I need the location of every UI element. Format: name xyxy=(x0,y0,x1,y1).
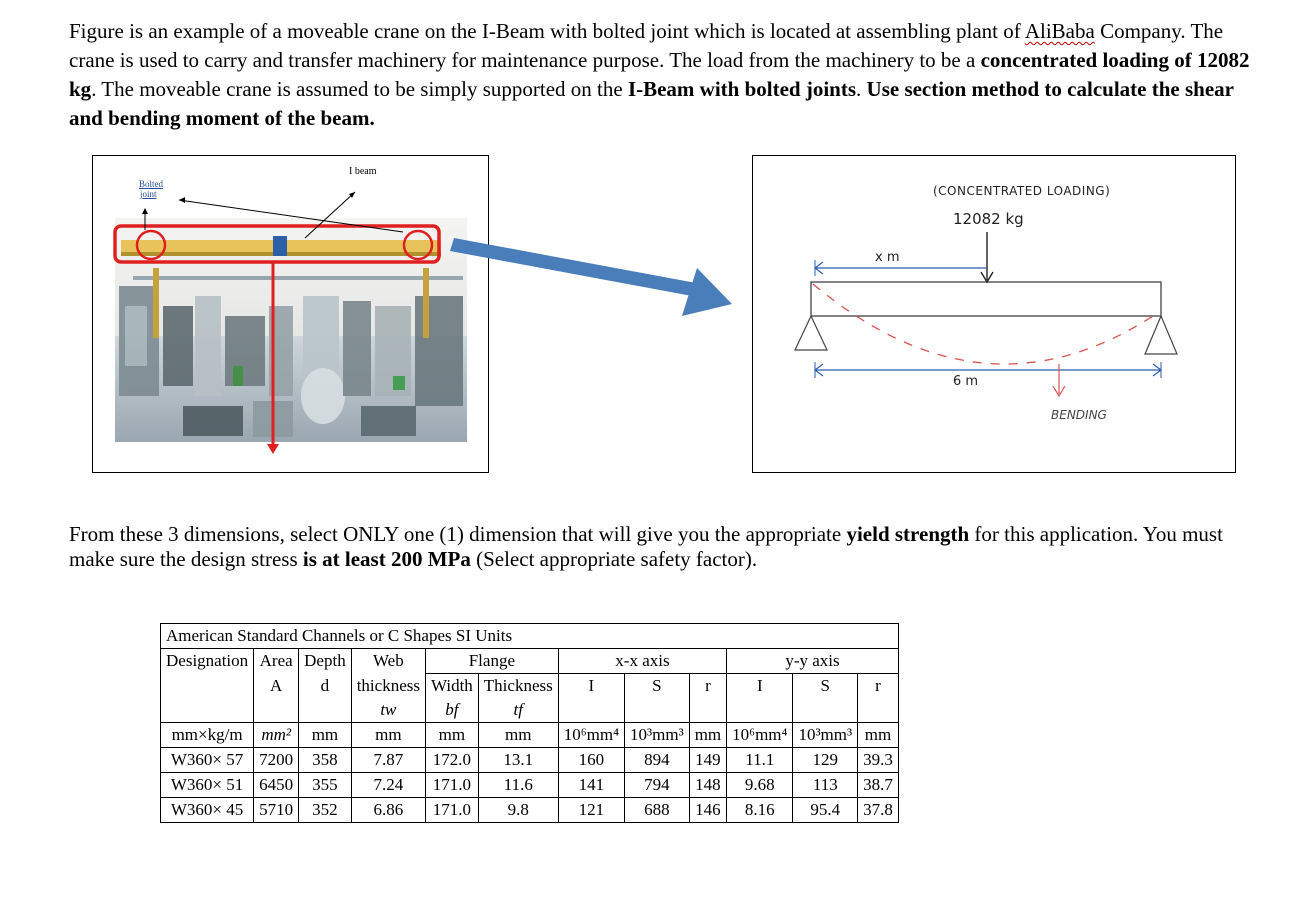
bolted-joint-label-line1: Bolted xyxy=(139,179,163,189)
ibeam-label: I beam xyxy=(349,166,377,177)
instruction-text-1: From these 3 dimensions, select ONLY one (1) dimension that will give you the appropriate xyxy=(69,522,847,546)
header-width-symbol: bf xyxy=(425,698,478,723)
table-cell: 7.24 xyxy=(351,773,425,798)
beam-sketch-illustration xyxy=(753,156,1236,473)
header-flange: Flange xyxy=(425,649,558,674)
unit-cell: 10⁶mm⁴ xyxy=(558,723,624,748)
table-cell: 11.1 xyxy=(727,748,793,773)
header-designation-cont2 xyxy=(161,698,254,723)
header-area: Area xyxy=(254,649,299,674)
table-cell: 160 xyxy=(558,748,624,773)
header-area-symbol: A xyxy=(254,674,299,699)
instruction-text-2: for this application. You must make sure the design stress xyxy=(69,522,1223,571)
table-cell: 38.7 xyxy=(858,773,899,798)
instruction-text-3: (Select appropriate safety factor). xyxy=(470,547,758,571)
c-shapes-table xyxy=(160,623,899,823)
blue-arrow-icon xyxy=(450,230,735,320)
bending-label: BENDING xyxy=(1051,408,1107,422)
header-xx-S-cont xyxy=(625,698,690,723)
table-cell: 37.8 xyxy=(858,798,899,823)
unit-cell: 10⁶mm⁴ xyxy=(727,723,793,748)
crane-photo-illustration xyxy=(93,156,489,473)
table-cell: 113 xyxy=(793,773,858,798)
table-row xyxy=(161,798,899,823)
table-header-row-1 xyxy=(161,649,899,674)
table-row xyxy=(161,773,899,798)
designation-cell: W360× 45 xyxy=(161,798,254,823)
table-header-row-2 xyxy=(161,674,899,699)
intro-text-4: . xyxy=(856,77,867,101)
table-cell: 39.3 xyxy=(858,748,899,773)
table-title-row xyxy=(161,624,899,649)
table-cell: 352 xyxy=(299,798,352,823)
table-cell: 141 xyxy=(558,773,624,798)
header-web-thickness: thickness xyxy=(351,674,425,699)
intro-bold-load: concentrated loading of 12082 kg xyxy=(69,48,1250,101)
table-cell: 146 xyxy=(689,798,726,823)
header-yy-r-cont xyxy=(858,698,899,723)
table-cell: 9.68 xyxy=(727,773,793,798)
header-yy-S: S xyxy=(793,674,858,699)
intro-text-1: Figure is an example of a moveable crane on the I-Beam with bolted joint which is located at assembling plant of xyxy=(69,19,1025,43)
header-yy-S-cont xyxy=(793,698,858,723)
intro-text-2: Company. The crane is used to carry and transfer machinery for maintenance purpose. The load from the machinery to be a xyxy=(69,19,1224,72)
header-flange-thickness: Thickness xyxy=(478,674,558,699)
instruction-bold-yield: yield strength xyxy=(846,522,970,546)
table-cell: 355 xyxy=(299,773,352,798)
header-yy-I-cont xyxy=(727,698,793,723)
table-cell: 121 xyxy=(558,798,624,823)
company-name: AliBaba xyxy=(1024,19,1095,43)
table-cell: 7200 xyxy=(254,748,299,773)
table-cell: 9.8 xyxy=(478,798,558,823)
header-depth: Depth xyxy=(299,649,352,674)
table-cell: 148 xyxy=(689,773,726,798)
header-designation-cont xyxy=(161,674,254,699)
table-cell: 688 xyxy=(625,798,690,823)
header-web: Web xyxy=(351,649,425,674)
unit-cell: mm xyxy=(425,723,478,748)
table-cell: 172.0 xyxy=(425,748,478,773)
table-cell: 7.87 xyxy=(351,748,425,773)
header-thickness-symbol: tf xyxy=(478,698,558,723)
table-cell: 149 xyxy=(689,748,726,773)
header-xx-I-cont xyxy=(558,698,624,723)
instruction-bold-stress: is at least 200 MPa xyxy=(302,547,471,571)
table-title: American Standard Channels or C Shapes SI Units xyxy=(161,624,899,649)
table-cell: 95.4 xyxy=(793,798,858,823)
intro-bold-method: Use section method to calculate the shear and bending moment of the beam. xyxy=(69,77,1234,130)
table-cell: 6450 xyxy=(254,773,299,798)
header-xx-r: r xyxy=(689,674,726,699)
table-cell: 13.1 xyxy=(478,748,558,773)
unit-cell: 10³mm³ xyxy=(625,723,690,748)
table-cell: 894 xyxy=(625,748,690,773)
beam-sketch-figure xyxy=(752,155,1236,473)
table-cell: 6.86 xyxy=(351,798,425,823)
header-designation: Designation xyxy=(161,649,254,674)
table-cell: 358 xyxy=(299,748,352,773)
intro-bold-beam: I-Beam with bolted joints xyxy=(627,77,857,101)
header-yy-axis: y-y axis xyxy=(727,649,899,674)
designation-cell: W360× 57 xyxy=(161,748,254,773)
table-cell: 5710 xyxy=(254,798,299,823)
unit-cell: mm xyxy=(858,723,899,748)
table-cell: 8.16 xyxy=(727,798,793,823)
table-cell: 794 xyxy=(625,773,690,798)
header-area-cont xyxy=(254,698,299,723)
unit-cell: mm×kg/m xyxy=(161,723,254,748)
instruction-text xyxy=(69,522,1264,572)
header-depth-cont xyxy=(299,698,352,723)
x-dimension-label: x m xyxy=(875,250,900,265)
designation-cell: W360× 51 xyxy=(161,773,254,798)
table-cell: 171.0 xyxy=(425,773,478,798)
header-flange-width: Width xyxy=(425,674,478,699)
unit-cell: mm xyxy=(351,723,425,748)
header-xx-r-cont xyxy=(689,698,726,723)
crane-photo-figure xyxy=(92,155,489,473)
span-dimension-label: 6 m xyxy=(953,374,979,389)
intro-text-3: . The moveable crane is assumed to be simply supported on the xyxy=(91,77,628,101)
table-cell: 129 xyxy=(793,748,858,773)
header-xx-S: S xyxy=(625,674,690,699)
header-web-symbol: tw xyxy=(351,698,425,723)
header-yy-I: I xyxy=(727,674,793,699)
concentrated-loading-label: (CONCENTRATED LOADING) xyxy=(933,184,1111,198)
unit-cell: 10³mm³ xyxy=(793,723,858,748)
unit-cell: mm xyxy=(299,723,352,748)
unit-cell: mm² xyxy=(254,723,299,748)
table-cell: 11.6 xyxy=(478,773,558,798)
bolted-joint-label-line2: joint xyxy=(140,189,157,199)
header-xx-I: I xyxy=(558,674,624,699)
problem-statement xyxy=(69,17,1264,133)
header-depth-symbol: d xyxy=(299,674,352,699)
table-header-row-3 xyxy=(161,698,899,723)
unit-cell: mm xyxy=(478,723,558,748)
header-yy-r: r xyxy=(858,674,899,699)
header-xx-axis: x-x axis xyxy=(558,649,726,674)
unit-cell: mm xyxy=(689,723,726,748)
table-units-row xyxy=(161,723,899,748)
load-value-label: 12082 kg xyxy=(953,210,1024,228)
table-row xyxy=(161,748,899,773)
table-cell: 171.0 xyxy=(425,798,478,823)
